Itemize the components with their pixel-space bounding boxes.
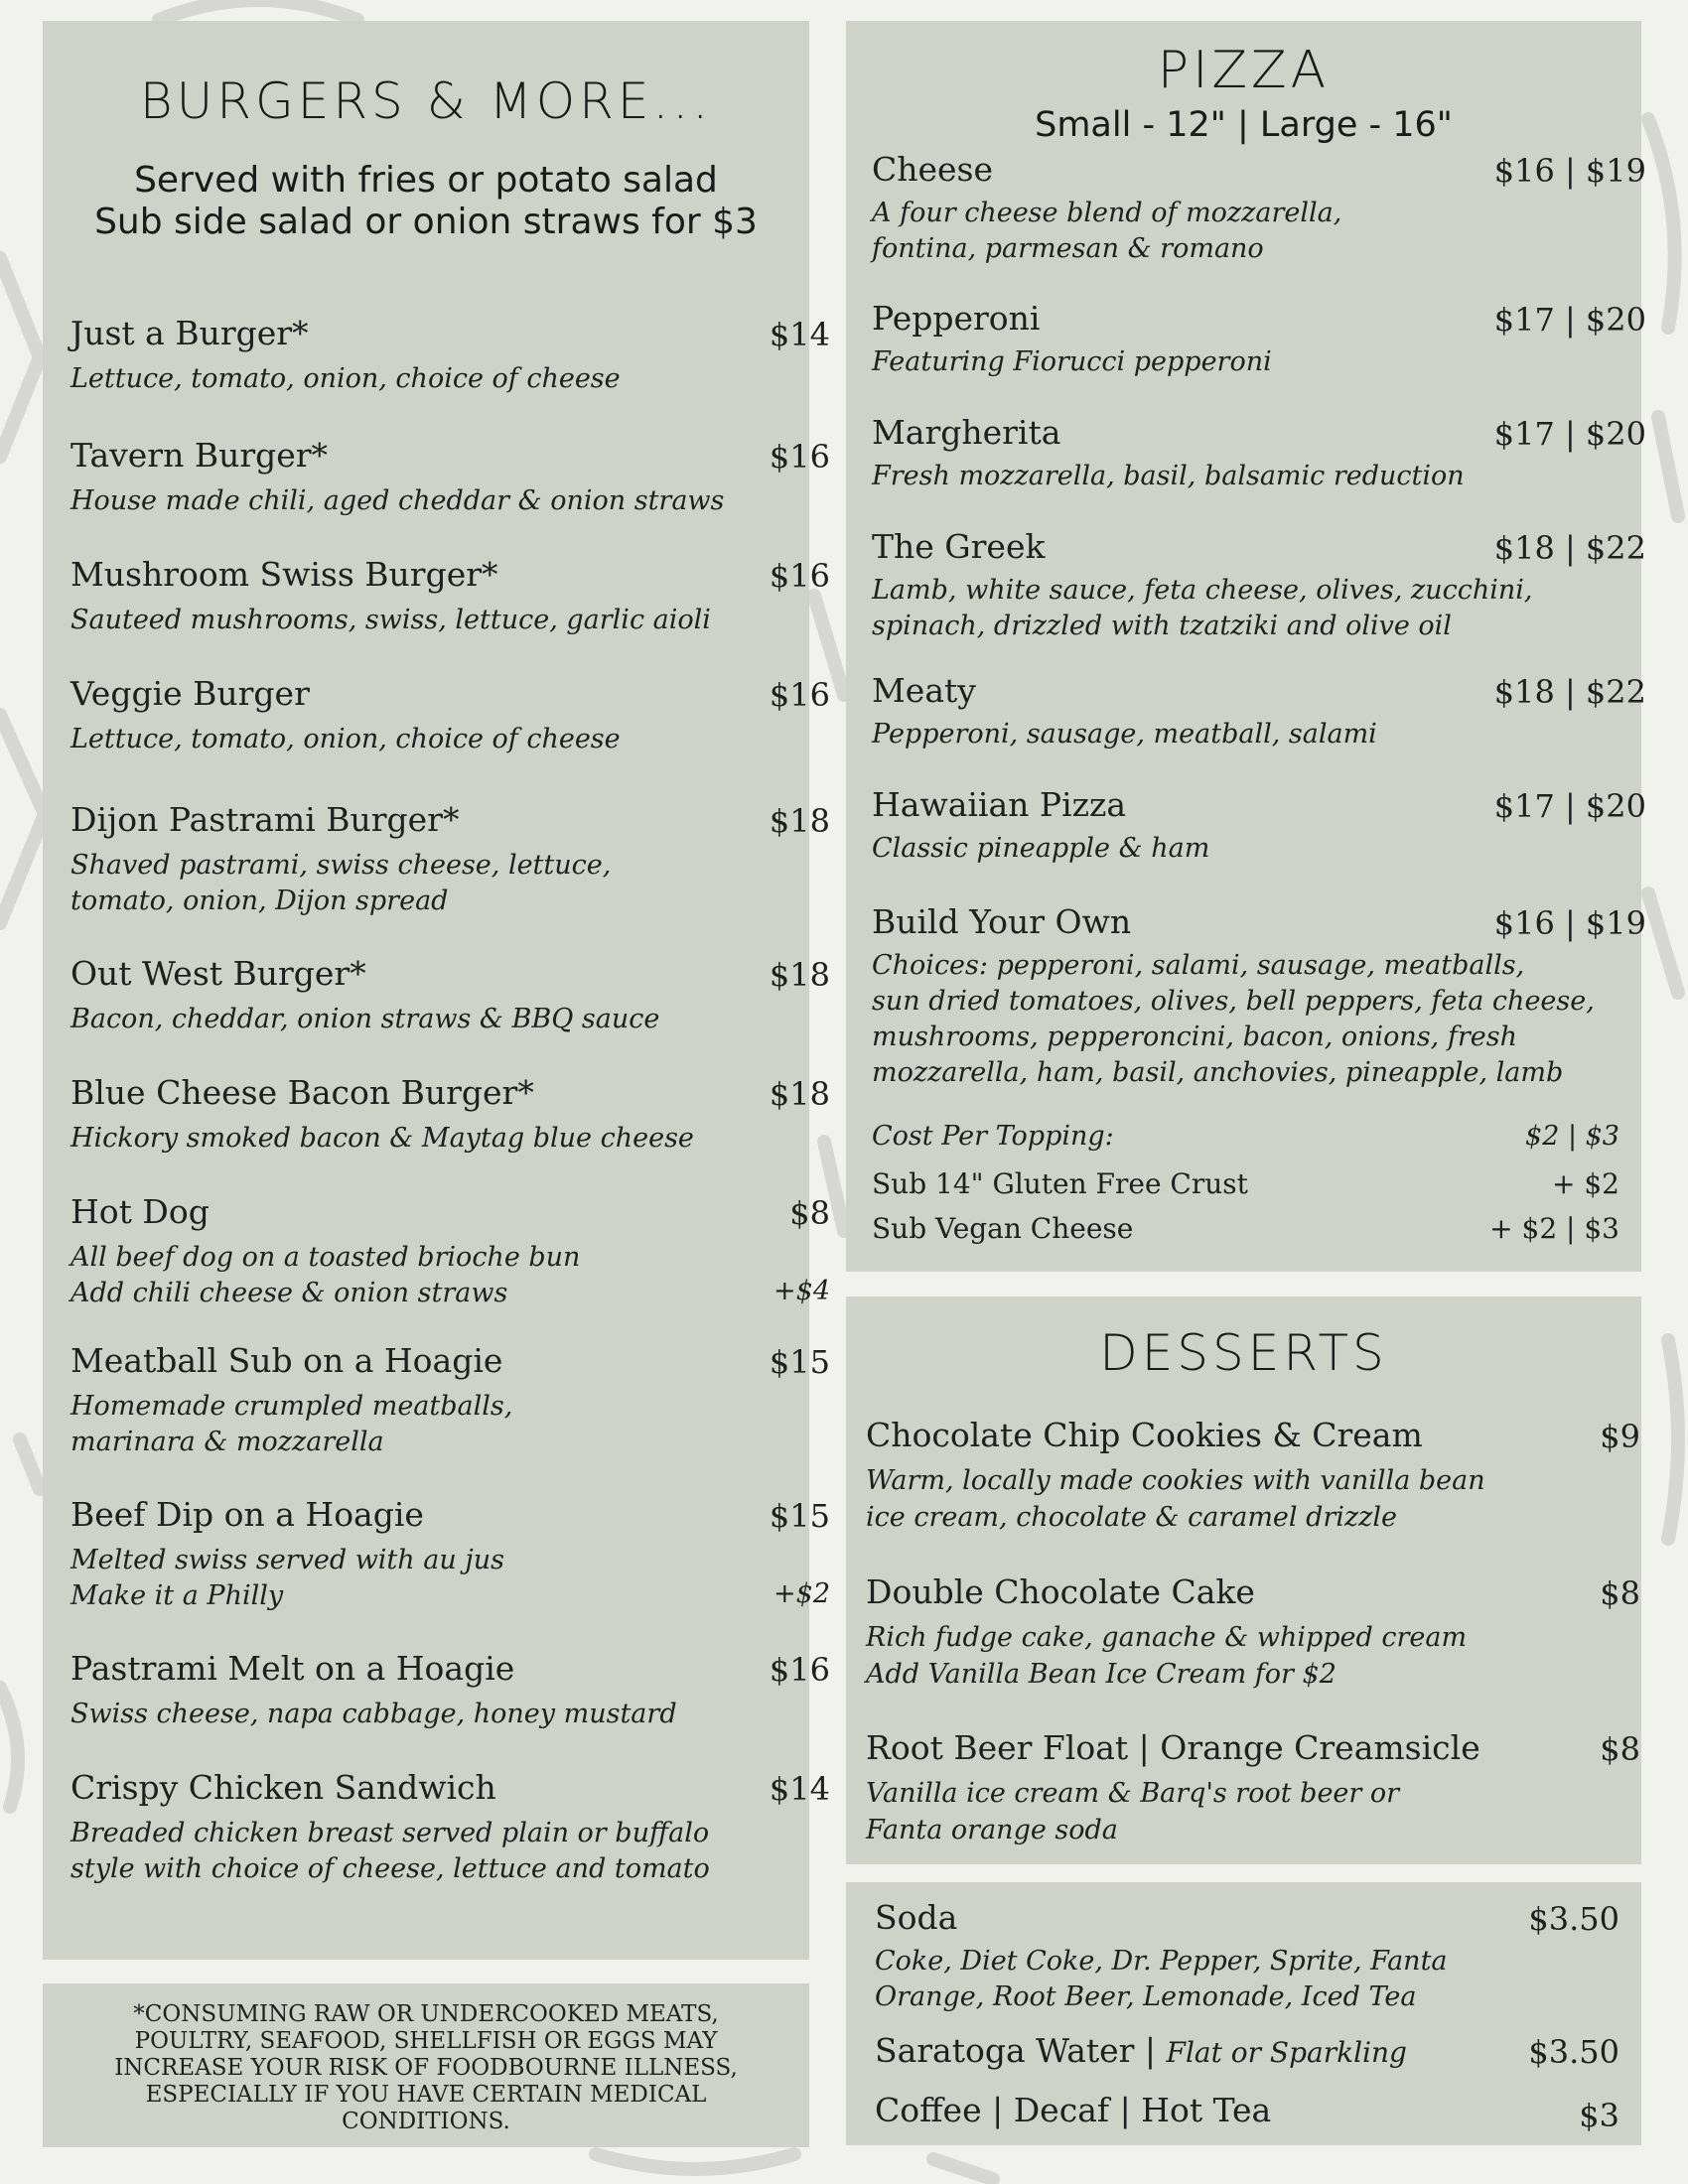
item-description: Bacon, cheddar, onion straws & BBQ sauce — [70, 1004, 660, 1034]
item-price: $16 | $19 — [1493, 904, 1646, 942]
vegan-cheese-label: Sub Vegan Cheese — [872, 1212, 1134, 1245]
item-price: $16 — [769, 557, 830, 595]
item-price: $9 — [1600, 1418, 1640, 1455]
item-description: Classic pineapple & ham — [872, 833, 1210, 864]
item-description: Swiss cheese, napa cabbage, honey mustard — [70, 1699, 677, 1729]
item-description: Fanta orange soda — [866, 1815, 1118, 1845]
section-title: BURGERS & MORE... — [139, 72, 713, 130]
item-name: Soda — [875, 1898, 958, 1937]
topping-price: $2 | $3 — [1525, 1121, 1619, 1152]
item-price: $16 — [769, 676, 830, 714]
item-price: $18 — [769, 956, 830, 994]
item-description: Shaved pastrami, swiss cheese, lettuce, — [70, 850, 612, 881]
item-description: Fresh mozzarella, basil, balsamic reduction — [872, 461, 1465, 491]
item-name: Root Beer Float | Orange Creamsicle — [866, 1728, 1480, 1767]
warning-text: *CONSUMING RAW OR UNDERCOOKED MEATS, POULTRY, SEAFOOD, SHELLFISH OR EGGS MAY INCREASE YOUR RISK OF FOODBOURNE ILLNESS, ESPECIALLY IF YOU HAVE CERTAIN MEDICAL CONDITIONS. — [114, 2001, 738, 2134]
item-price: $18 — [769, 802, 830, 840]
item-name — [875, 2031, 1407, 2070]
item-price: $17 | $20 — [1493, 787, 1646, 825]
item-price: $3.50 — [1528, 2033, 1619, 2071]
item-addon-price: +$4 — [774, 1276, 830, 1306]
item-price: $3 — [1579, 2097, 1619, 2134]
section-title: PIZZA — [1157, 41, 1331, 100]
item-name: Blue Cheese Bacon Burger* — [70, 1073, 534, 1112]
item-addon-price: +$2 — [774, 1578, 830, 1609]
pizza-sizes: Small - 12" | Large - 16" — [1035, 105, 1453, 145]
item-name: Pepperoni — [872, 299, 1041, 338]
gluten-free-price: + $2 — [1552, 1167, 1619, 1200]
water-options: Flat or Sparkling — [1166, 2036, 1407, 2069]
water-label: Saratoga Water | — [875, 2031, 1157, 2070]
gluten-free-label: Sub 14" Gluten Free Crust — [872, 1167, 1248, 1200]
item-price: $18 | $22 — [1493, 529, 1646, 567]
item-description: Choices: pepperoni, salami, sausage, meatballs, — [872, 950, 1525, 981]
item-name: Dijon Pastrami Burger* — [70, 800, 460, 839]
drinks-section — [846, 1882, 1641, 2145]
item-description: Lettuce, tomato, onion, choice of cheese — [70, 363, 621, 394]
item-price: $8 — [1600, 1574, 1640, 1612]
item-name: Tavern Burger* — [70, 436, 329, 475]
desserts-section — [846, 1297, 1641, 1864]
item-description: Pepperoni, sausage, meatball, salami — [872, 719, 1377, 750]
item-description: fontina, parmesan & romano — [872, 233, 1264, 264]
item-description: tomato, onion, Dijon spread — [70, 886, 449, 916]
item-price: $14 — [769, 1770, 830, 1808]
item-name: Meatball Sub on a Hoagie — [70, 1341, 503, 1380]
item-name: Hawaiian Pizza — [872, 785, 1127, 824]
item-price: $3.50 — [1528, 1900, 1619, 1938]
item-price: $17 | $20 — [1493, 301, 1646, 339]
item-price: $16 — [769, 438, 830, 476]
item-name: Just a Burger* — [70, 314, 309, 352]
item-description: spinach, drizzled with tzatziki and olive oil — [872, 611, 1452, 641]
item-price: $16 — [769, 1651, 830, 1689]
item-price: $14 — [769, 316, 830, 353]
item-description: Lamb, white sauce, feta cheese, olives, zucchini, — [872, 575, 1533, 606]
item-description: Warm, locally made cookies with vanilla bean — [866, 1465, 1485, 1496]
item-name: Hot Dog — [70, 1192, 210, 1231]
item-price: $15 — [769, 1343, 830, 1381]
item-price: $8 — [1600, 1730, 1640, 1768]
topping-label: Cost Per Topping: — [872, 1121, 1114, 1152]
item-price: $16 | $19 — [1493, 152, 1646, 190]
item-description: Vanilla ice cream & Barq's root beer or — [866, 1778, 1400, 1809]
section-subtitle: Served with fries or potato salad — [134, 160, 718, 201]
item-name: Mushroom Swiss Burger* — [70, 555, 498, 594]
item-price: $17 | $20 — [1493, 415, 1646, 453]
item-description: A four cheese blend of mozzarella, — [872, 198, 1342, 228]
item-price: $15 — [769, 1497, 830, 1535]
item-description: mushrooms, pepperoncini, bacon, onions, fresh — [872, 1022, 1517, 1052]
item-price: $8 — [789, 1194, 830, 1232]
item-description: All beef dog on a toasted brioche bun — [70, 1242, 581, 1273]
item-description: House made chili, aged cheddar & onion straws — [70, 485, 725, 516]
section-subtitle: Sub side salad or onion straws for $3 — [94, 202, 758, 242]
item-description: Lettuce, tomato, onion, choice of cheese — [70, 724, 621, 754]
item-description: Hickory smoked bacon & Maytag blue cheese — [70, 1123, 694, 1154]
item-description: ice cream, chocolate & caramel drizzle — [866, 1502, 1398, 1533]
item-description: Add Vanilla Bean Ice Cream for $2 — [866, 1659, 1336, 1690]
item-description: Featuring Fiorucci pepperoni — [872, 346, 1272, 377]
item-name: Pastrami Melt on a Hoagie — [70, 1649, 515, 1688]
item-name: Double Chocolate Cake — [866, 1572, 1255, 1611]
item-description: Add chili cheese & onion straws — [70, 1278, 508, 1308]
item-name: Margherita — [872, 413, 1061, 452]
item-price: $18 — [769, 1075, 830, 1113]
item-name: Chocolate Chip Cookies & Cream — [866, 1416, 1423, 1454]
item-price: $18 | $22 — [1493, 673, 1646, 711]
item-name: Beef Dip on a Hoagie — [70, 1495, 424, 1534]
item-name: Coffee | Decaf | Hot Tea — [875, 2091, 1272, 2129]
item-description: mozzarella, ham, basil, anchovies, pineapple, lamb — [872, 1057, 1564, 1088]
item-description: Sauteed mushrooms, swiss, lettuce, garlic aioli — [70, 605, 711, 635]
burgers-section — [43, 21, 830, 1960]
item-description: Make it a Philly — [70, 1580, 284, 1611]
item-description: Melted swiss served with au jus — [70, 1545, 504, 1575]
item-description: Homemade crumpled meatballs, — [70, 1391, 513, 1422]
item-description: Rich fudge cake, ganache & whipped cream — [866, 1622, 1468, 1653]
section-title: DESSERTS — [1099, 1324, 1388, 1382]
pizza-section — [846, 21, 1646, 1272]
item-description: marinara & mozzarella — [70, 1427, 384, 1457]
item-name: Crispy Chicken Sandwich — [70, 1768, 496, 1807]
item-description: Breaded chicken breast served plain or buffalo — [70, 1818, 710, 1848]
item-name: Build Your Own — [872, 902, 1132, 941]
item-description: Orange, Root Beer, Lemonade, Iced Tea — [875, 1981, 1417, 2012]
item-description: style with choice of cheese, lettuce and tomato — [70, 1853, 710, 1884]
food-safety-warning — [43, 1983, 809, 2147]
item-name: Out West Burger* — [70, 954, 366, 993]
item-description: sun dried tomatoes, olives, bell peppers, feta cheese, — [872, 986, 1595, 1017]
item-name: Cheese — [872, 150, 994, 189]
item-name: The Greek — [872, 527, 1046, 566]
item-description: Coke, Diet Coke, Dr. Pepper, Sprite, Fanta — [875, 1946, 1448, 1977]
item-name: Veggie Burger — [70, 674, 310, 713]
item-name: Meaty — [872, 671, 976, 710]
vegan-cheese-price: + $2 | $3 — [1489, 1212, 1619, 1245]
